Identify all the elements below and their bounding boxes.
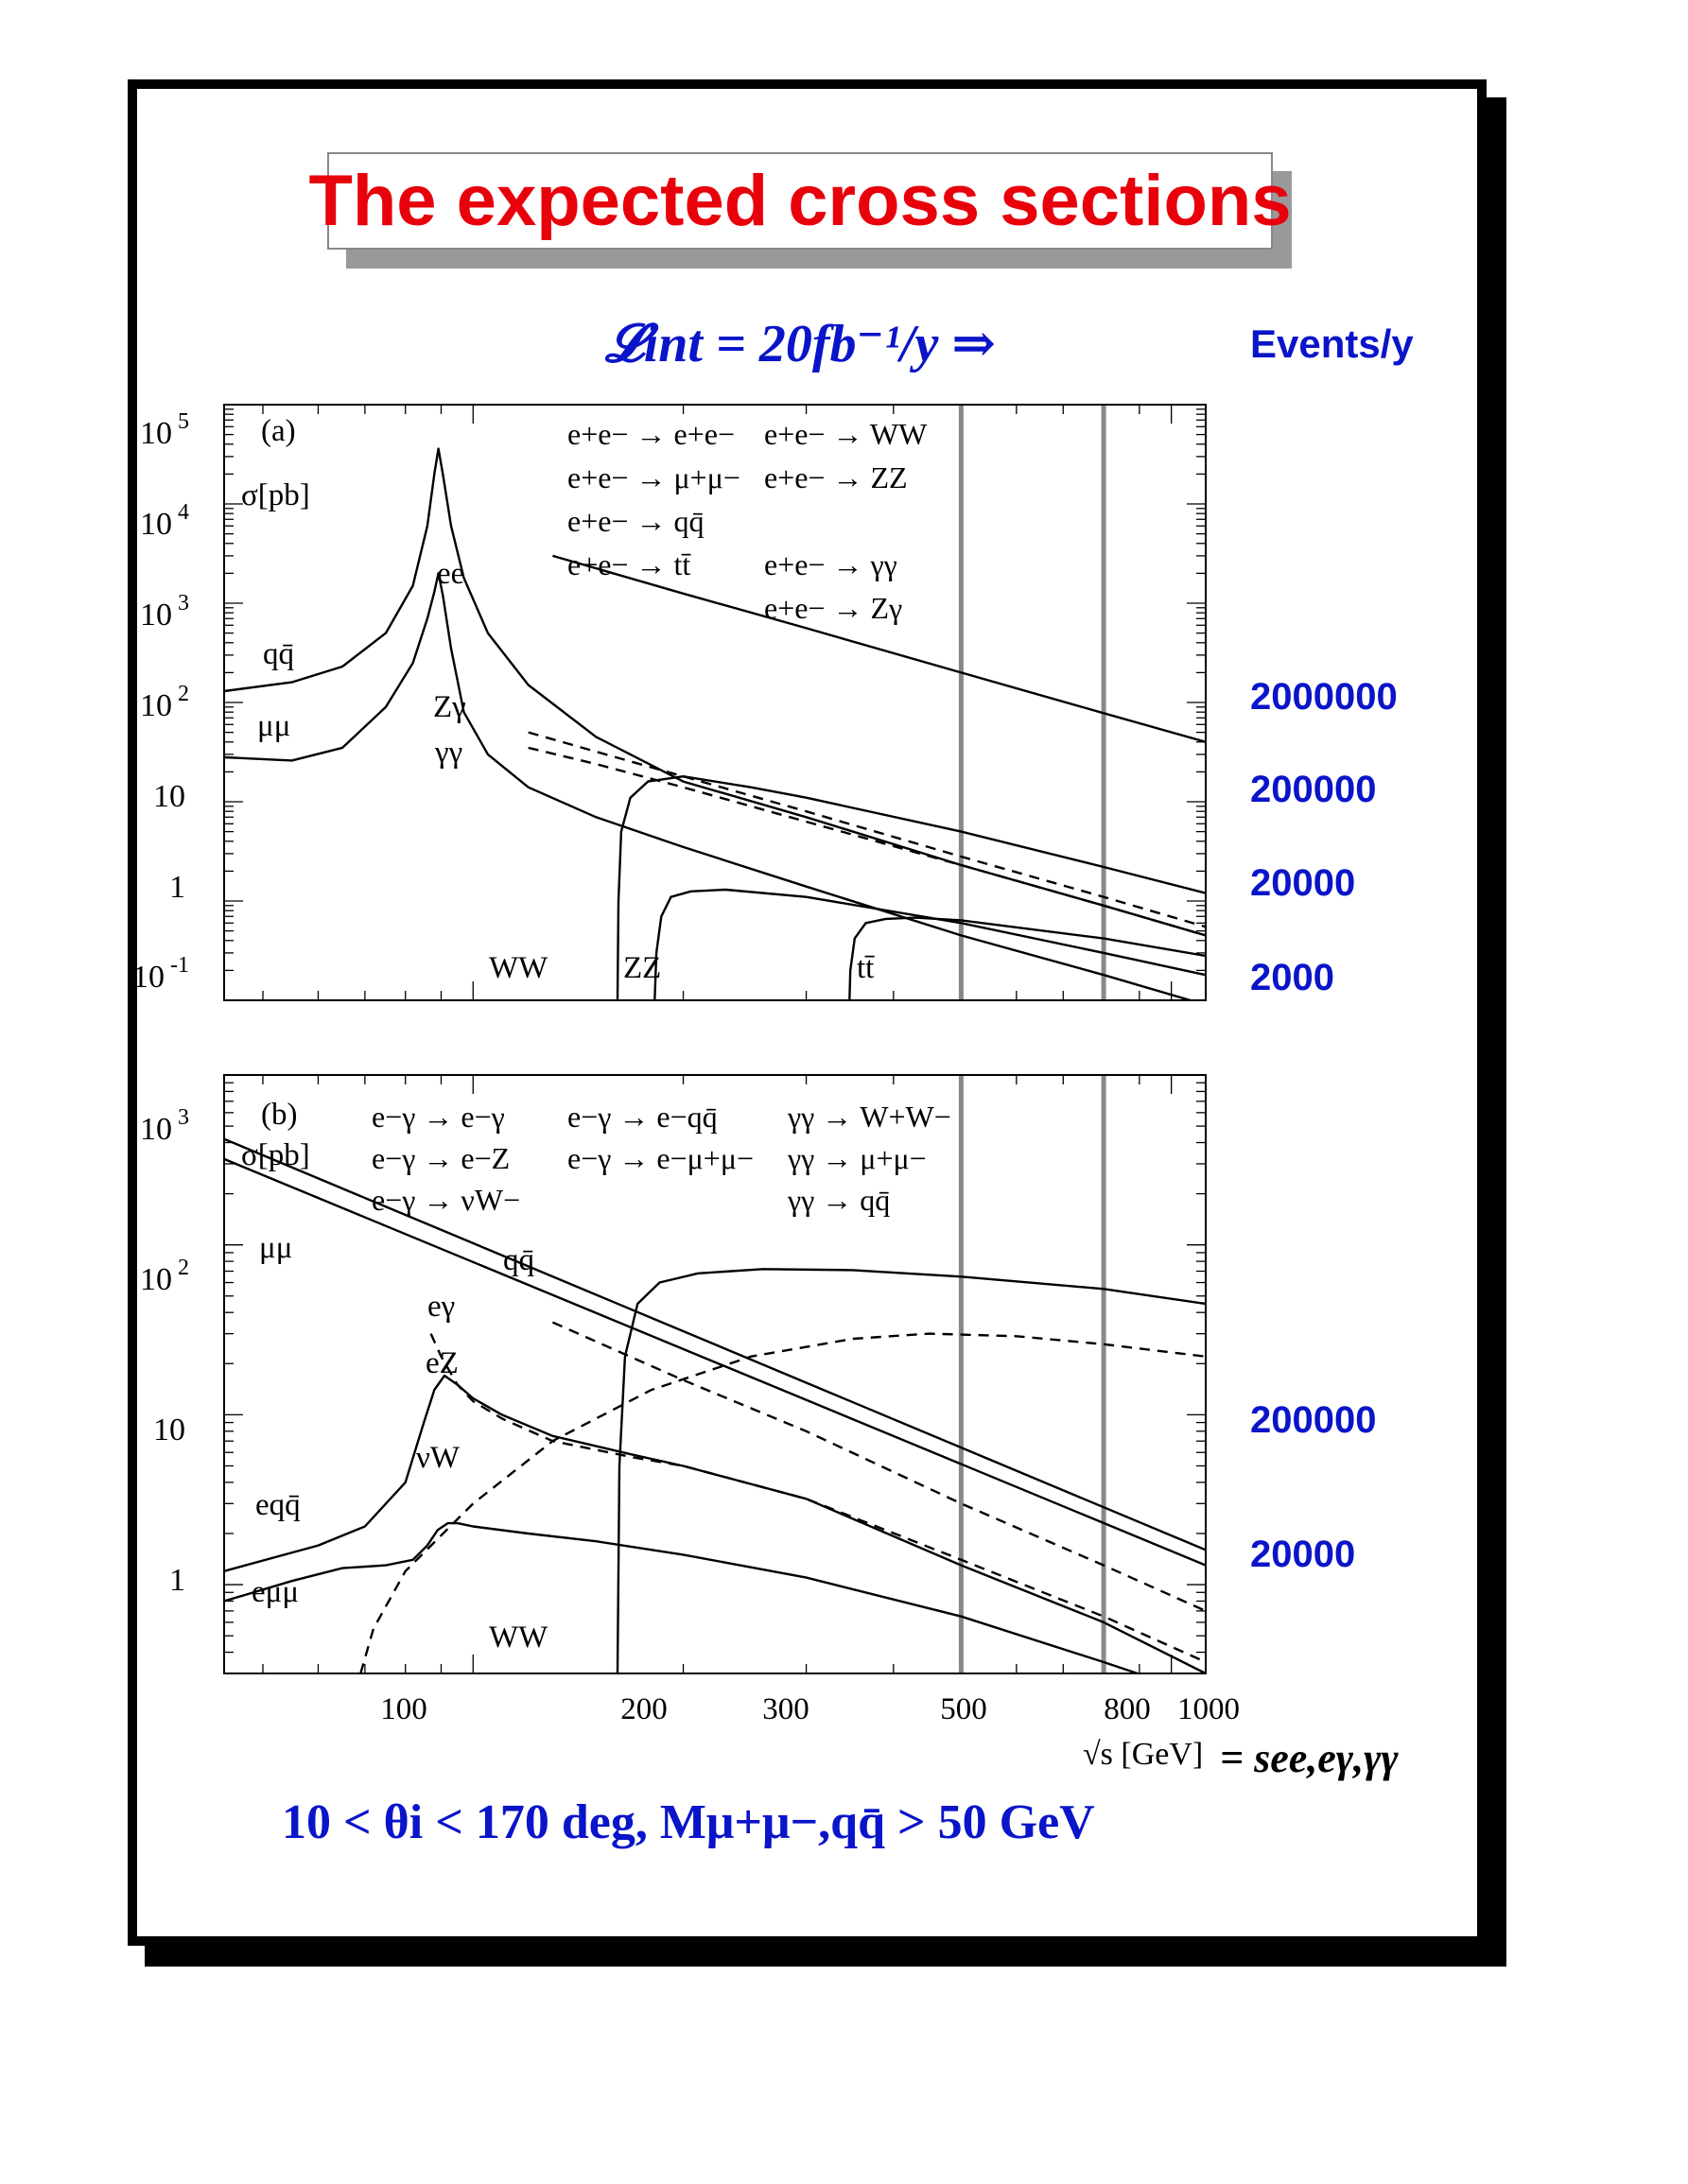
legend-entry: e+e− → Zγ (764, 591, 903, 625)
series-label-e: eγ (427, 1290, 456, 1324)
series-line-zz (654, 890, 1206, 1000)
series-label-ez: eZ (426, 1346, 459, 1380)
x-tick-label: 300 (762, 1692, 809, 1726)
y-tick-label: 1 (169, 1563, 185, 1598)
y-axis-label: σ[pb] (241, 478, 310, 512)
series-line-eqq-ww (360, 1334, 1206, 1673)
legend-entry: e−γ → e−qq̄ (567, 1100, 718, 1134)
legend-entry: γγ → W+W− (788, 1100, 951, 1134)
legend-entry: e+e− → e+e− (567, 417, 735, 451)
events-a-0: 2000000 (1250, 676, 1398, 718)
x-tick-label: 200 (620, 1692, 668, 1726)
y-tick-label: 10 $^3$ (140, 1105, 189, 1147)
series-line-e (552, 1323, 1206, 1611)
series-line-tt (849, 918, 1206, 1000)
panel-label: (b) (261, 1098, 298, 1132)
panel-b (140, 1075, 1240, 1726)
x-tick-label: 500 (940, 1692, 987, 1726)
y-tick-label: 10 $^3$ (140, 591, 189, 633)
events-a-1: 200000 (1250, 769, 1377, 810)
events-a-2: 20000 (1250, 862, 1356, 904)
x-tick-label: 100 (380, 1692, 427, 1726)
legend-entry: γγ → μ+μ− (788, 1141, 927, 1175)
legend-entry: e+e− → tt̄ (567, 547, 691, 581)
series-label-series: γγ (435, 736, 463, 770)
panel-a (132, 405, 1206, 1005)
xaxis-label: √s [GeV] (1083, 1737, 1204, 1772)
legend-entry: γγ → qq̄ (788, 1183, 891, 1217)
legend-entry: e+e− → γγ (764, 547, 897, 581)
events-per-year-label: Events/y (1250, 321, 1414, 366)
y-tick-label: 10 (153, 779, 185, 814)
series-label-series: μμ (259, 1231, 293, 1265)
slide-title: The expected cross sections (308, 161, 1292, 241)
x-tick-label: 1000 (1177, 1692, 1240, 1726)
series-label-z: Zγ (433, 690, 466, 724)
y-tick-label: 10 $^{-1}$ (132, 953, 189, 995)
series-label-e: eμμ (252, 1575, 300, 1609)
series-label-eqq-ww: eqq̄ (255, 1488, 301, 1522)
series-label-ww: WW (489, 951, 548, 985)
x-tick-label: 800 (1104, 1692, 1151, 1726)
series-label-qq: qq̄ (503, 1243, 534, 1277)
xaxis-equation: = see,eγ,γγ (1220, 1735, 1399, 1781)
luminosity-equation: 𝓛int = 20fb⁻¹/y ⇒ (605, 315, 997, 373)
events-b-1: 20000 (1250, 1534, 1356, 1575)
legend-entry: e−γ → e−γ (372, 1100, 505, 1134)
series-line-series (224, 573, 1206, 1004)
events-b-0: 200000 (1250, 1399, 1377, 1441)
legend-entry: e+e− → WW (764, 417, 928, 451)
series-label-zz: ZZ (623, 951, 662, 985)
series-label-ww: WW (489, 1621, 548, 1655)
y-tick-label: 10 $^5$ (140, 409, 189, 451)
series-line-ee (552, 556, 1206, 742)
panel-label: (a) (261, 414, 296, 448)
series-label-series: μμ (257, 709, 291, 743)
series-label-ee: ee (437, 557, 465, 591)
series-label-w: νW (416, 1441, 461, 1475)
series-line-qq (224, 449, 1206, 936)
series-line-ww (618, 776, 1206, 1000)
series-line-w (224, 1376, 1206, 1673)
series-line-ez (431, 1334, 1206, 1662)
series-label-tt: tt̄ (857, 951, 875, 985)
series-line-e (224, 1523, 1206, 1696)
y-axis-label: σ[pb] (241, 1138, 310, 1172)
kinematic-cuts: 10 < θi < 170 deg, Mμ+μ−,qq̄ > 50 GeV (282, 1795, 1095, 1849)
legend-entry: e−γ → νW− (372, 1183, 521, 1217)
series-line-series (224, 1159, 1206, 1566)
legend-entry: e−γ → e−μ+μ− (567, 1141, 755, 1175)
y-tick-label: 10 $^2$ (140, 1256, 189, 1297)
legend-entry: e+e− → ZZ (764, 460, 908, 494)
y-tick-label: 10 $^4$ (140, 500, 189, 542)
y-tick-label: 10 $^2$ (140, 682, 189, 723)
series-label-qq: qq̄ (263, 637, 294, 671)
y-tick-label: 10 (153, 1413, 185, 1447)
events-a-3: 2000 (1250, 957, 1334, 998)
legend-entry: e+e− → qq̄ (567, 504, 705, 538)
legend-entry: e+e− → μ+μ− (567, 460, 740, 494)
y-tick-label: 1 (169, 870, 185, 905)
legend-entry: e−γ → e−Z (372, 1141, 511, 1175)
